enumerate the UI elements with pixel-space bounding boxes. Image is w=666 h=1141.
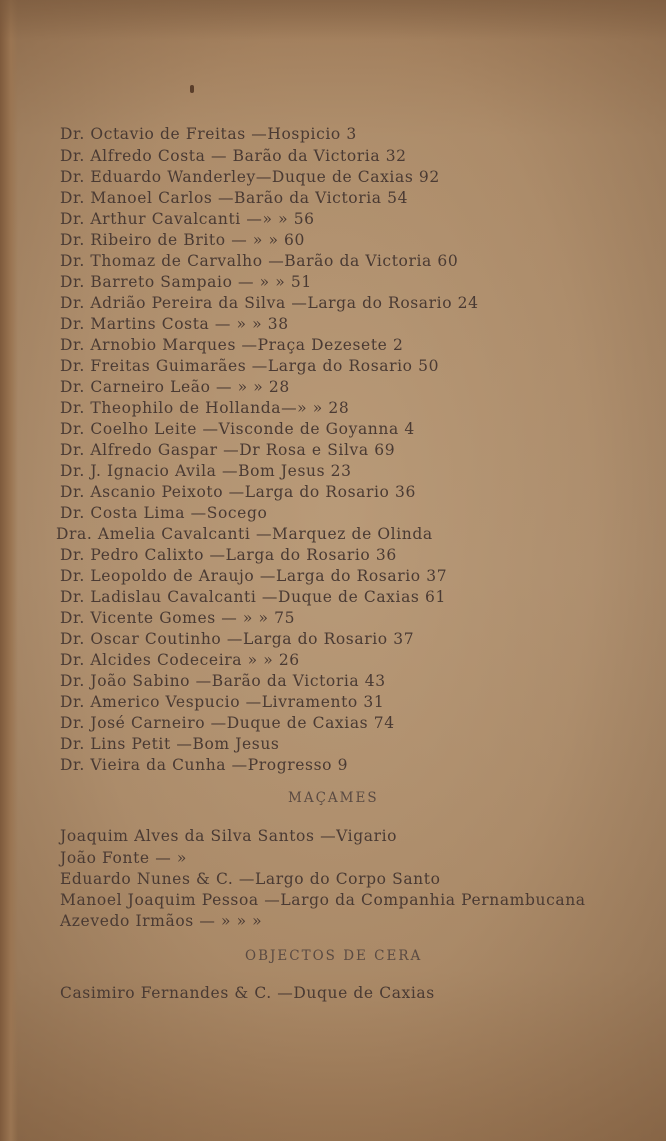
cera-entry: Casimiro Fernandes & C. —Duque de Caxias xyxy=(60,984,435,1002)
doctor-entry: Dr. Freitas Guimarães —Larga do Rosario 50 xyxy=(60,357,440,375)
doctor-entry: Dr. Lins Petit —Bom Jesus xyxy=(60,735,280,753)
doctor-entry: Dr. Thomaz de Carvalho —Barão da Victoria 60 xyxy=(60,252,459,270)
section-heading-macames: MAÇAMES xyxy=(288,790,379,806)
doctor-entry: Dr. Arnobio Marques —Praça Dezesete 2 xyxy=(60,336,404,354)
doctor-entry: Dr. José Carneiro —Duque de Caxias 74 xyxy=(60,714,395,732)
doctor-entry: Dr. J. Ignacio Avila —Bom Jesus 23 xyxy=(60,462,352,480)
doctor-entry: Dr. Vieira da Cunha —Progresso 9 xyxy=(60,756,349,774)
section-heading-objectos-de-cera: OBJECTOS DE CERA xyxy=(245,948,423,964)
macames-entry: Azevedo Irmãos — » » » xyxy=(60,912,263,930)
macames-entry: Eduardo Nunes & C. —Largo do Corpo Santo xyxy=(60,870,441,888)
doctor-entry: Dr. Octavio de Freitas —Hospicio 3 xyxy=(60,125,357,143)
doctor-entry: Dra. Amelia Cavalcanti —Marquez de Olinda xyxy=(56,525,433,543)
macames-entry: Joaquim Alves da Silva Santos —Vigario xyxy=(60,827,398,845)
doctor-entry: Dr. Pedro Calixto —Larga do Rosario 36 xyxy=(60,546,397,564)
doctor-entry: Dr. Leopoldo de Araujo —Larga do Rosario 37 xyxy=(60,567,448,585)
macames-entry: João Fonte — » xyxy=(60,849,187,867)
doctor-entry: Dr. João Sabino —Barão da Victoria 43 xyxy=(60,672,386,690)
doctor-entry: Dr. Barreto Sampaio — » » 51 xyxy=(60,273,312,291)
macames-entry: Manoel Joaquim Pessoa —Largo da Companhia Pernambucana xyxy=(60,891,586,909)
doctor-entry: Dr. Theophilo de Hollanda—» » 28 xyxy=(60,399,350,417)
doctor-entry: Dr. Coelho Leite —Visconde de Goyanna 4 xyxy=(60,420,415,438)
doctor-entry: Dr. Eduardo Wanderley—Duque de Caxias 92 xyxy=(60,168,440,186)
doctor-entry: Dr. Alfredo Costa — Barão da Victoria 32 xyxy=(60,147,407,165)
doctor-entry: Dr. Alfredo Gaspar —Dr Rosa e Silva 69 xyxy=(60,441,396,459)
doctor-entry: Dr. Martins Costa — » » 38 xyxy=(60,315,289,333)
doctor-entry: Dr. Ascanio Peixoto —Larga do Rosario 36 xyxy=(60,483,416,501)
doctor-entry: Dr. Carneiro Leão — » » 28 xyxy=(60,378,290,396)
doctor-entry: Dr. Ribeiro de Brito — » » 60 xyxy=(60,231,305,249)
doctor-entry: Dr. Arthur Cavalcanti —» » 56 xyxy=(60,210,315,228)
doctor-entry: Dr. Costa Lima —Socego xyxy=(60,504,268,522)
doctor-entry: Dr. Oscar Coutinho —Larga do Rosario 37 xyxy=(60,630,415,648)
doctor-entry: Dr. Manoel Carlos —Barão da Victoria 54 xyxy=(60,189,409,207)
doctor-entry: Dr. Vicente Gomes — » » 75 xyxy=(60,609,296,627)
doctor-entry: Dr. Alcides Codeceira » » 26 xyxy=(60,651,300,669)
doctor-entry: Dr. Ladislau Cavalcanti —Duque de Caxias 61 xyxy=(60,588,446,606)
doctor-entry: Dr. Adrião Pereira da Silva —Larga do Rosario 24 xyxy=(60,294,479,312)
doctor-entry: Dr. Americo Vespucio —Livramento 31 xyxy=(60,693,385,711)
